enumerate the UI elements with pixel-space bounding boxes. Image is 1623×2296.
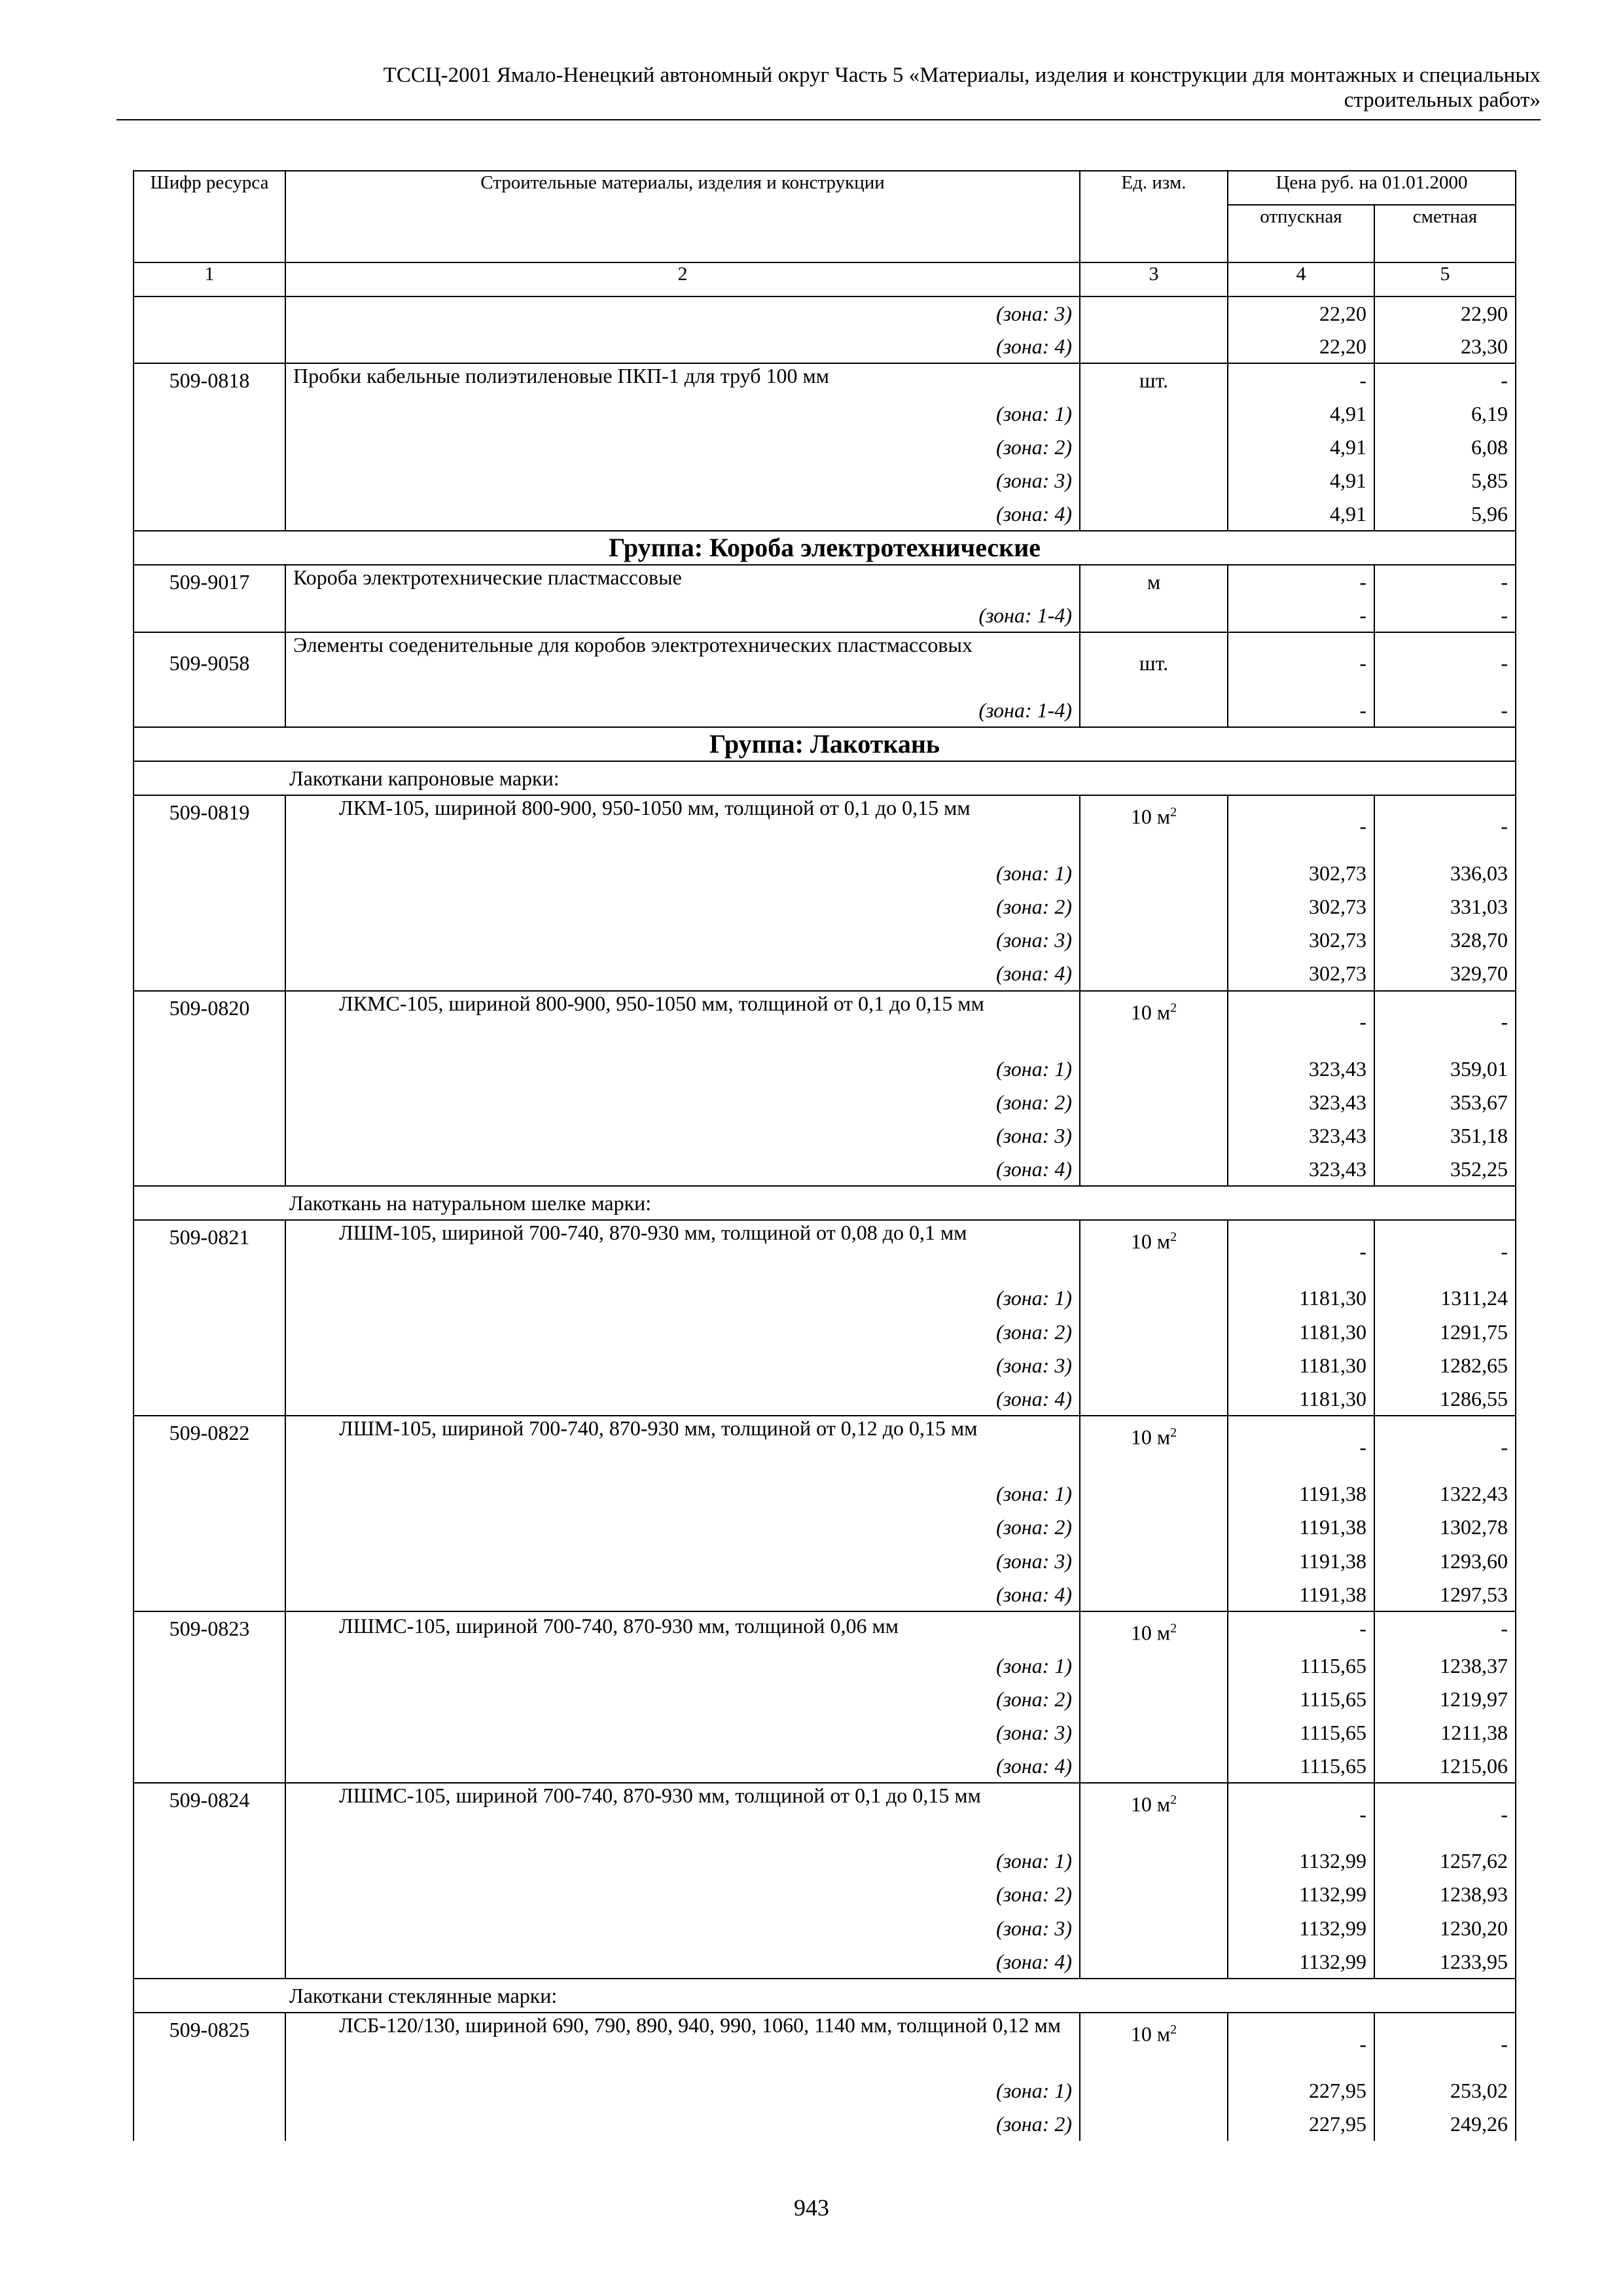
- zone-row: (зона: 4) 1132,99 1233,95: [134, 1945, 1516, 1979]
- col-header-price: Цена руб. на 01.01.2000: [1228, 171, 1516, 205]
- zone-row: (зона: 1) 1132,99 1257,62: [134, 1844, 1516, 1878]
- zone-row: (зона: 1-4) - -: [134, 599, 1516, 632]
- col-number: 4: [1228, 262, 1374, 296]
- resource-code: 509-0825: [134, 2013, 285, 2074]
- zone-row: (зона: 3) 1181,30 1282,65: [134, 1349, 1516, 1382]
- unit: 10 $м^2$: [1080, 1416, 1228, 1477]
- zone-row: (зона: 1) 4,91 6,19: [134, 397, 1516, 431]
- table-row: 509-9017 Короба электротехнические пластмассовые м - -: [134, 565, 1516, 598]
- zone-row: (зона: 4) 1181,30 1286,55: [134, 1382, 1516, 1416]
- unit: 10 $м^2$: [1080, 991, 1228, 1052]
- table-row: 509-9058 Элементы соеденительные для коробов электротехнических пластмассовых шт. - -: [134, 632, 1516, 694]
- table-row: 509-0823 ЛШМС-105, шириной 700-740, 870-930 мм, толщиной 0,06 мм 10 $м^2$ - -: [134, 1611, 1516, 1649]
- col-number: 2: [285, 262, 1080, 296]
- zone-row: (зона: 3) 22,20 22,90: [134, 296, 1516, 330]
- page-header: [116, 63, 1541, 113]
- col-number: 3: [1080, 262, 1228, 296]
- zone-row: (зона: 2) 4,91 6,08: [134, 431, 1516, 464]
- table-row: 509-0822 ЛШМ-105, шириной 700-740, 870-930 мм, толщиной от 0,12 до 0,15 мм 10 $м^2$ - -: [134, 1416, 1516, 1477]
- subgroup-row: [134, 761, 1516, 795]
- resource-code: 509-9058: [134, 632, 285, 694]
- unit: 10 $м^2$: [1080, 1611, 1228, 1649]
- unit: шт.: [1080, 632, 1228, 694]
- resource-code: 509-0822: [134, 1416, 285, 1477]
- unit: 10 $м^2$: [1080, 795, 1228, 857]
- resource-code: 509-0818: [134, 363, 285, 397]
- header-line-2: строительных работ»: [1344, 88, 1541, 112]
- item-name: ЛШМ-105, шириной 700-740, 870-930 мм, толщиной от 0,08 до 0,1 мм: [285, 1220, 1080, 1282]
- table-row: 509-0820 ЛКМС-105, шириной 800-900, 950-1050 мм, толщиной от 0,1 до 0,15 мм 10 $м^2$ - -: [134, 991, 1516, 1052]
- group-row: [134, 727, 1516, 761]
- zone-row: (зона: 4) 4,91 5,96: [134, 497, 1516, 531]
- subgroup-title: Лакоткани капроновые марки:: [134, 761, 1516, 795]
- item-name: ЛШМС-105, шириной 700-740, 870-930 мм, толщиной 0,06 мм: [285, 1611, 1080, 1649]
- zone-row: (зона: 4) 302,73 329,70: [134, 957, 1516, 990]
- zone-row: (зона: 1) 302,73 336,03: [134, 857, 1516, 890]
- zone-row: (зона: 3) 1191,38 1293,60: [134, 1545, 1516, 1578]
- col-number: 1: [134, 262, 285, 296]
- subgroup-row: [134, 1186, 1516, 1220]
- zone-row: (зона: 3) 4,91 5,85: [134, 464, 1516, 497]
- subgroup-title: Лакоткань на натуральном шелке марки:: [134, 1186, 1516, 1220]
- zone-row: (зона: 1) 323,43 359,01: [134, 1052, 1516, 1086]
- resource-code: 509-9017: [134, 565, 285, 598]
- header-line-1: ТССЦ-2001 Ямало-Ненецкий автономный округ Часть 5 «Материалы, изделия и конструкции для монтажных и специальных: [383, 63, 1541, 87]
- resource-code: 509-0821: [134, 1220, 285, 1282]
- col-header-release: отпускная: [1228, 205, 1374, 262]
- resource-code: 509-0820: [134, 991, 285, 1052]
- header-rule: [116, 119, 1541, 120]
- col-header-estimate: сметная: [1374, 205, 1516, 262]
- item-name: ЛКМ-105, шириной 800-900, 950-1050 мм, толщиной от 0,1 до 0,15 мм: [285, 795, 1080, 857]
- zone-row: (зона: 2) 1191,38 1302,78: [134, 1511, 1516, 1544]
- zone-row: (зона: 2) 1181,30 1291,75: [134, 1316, 1516, 1349]
- unit: 10 $м^2$: [1080, 2013, 1228, 2074]
- zone-row: (зона: 1) 1181,30 1311,24: [134, 1282, 1516, 1315]
- page-number: 943: [794, 2195, 829, 2221]
- zone-row: (зона: 3) 302,73 328,70: [134, 924, 1516, 957]
- unit: 10 $м^2$: [1080, 1783, 1228, 1844]
- zone-row: (зона: 3) 323,43 351,18: [134, 1119, 1516, 1153]
- item-name: ЛШМС-105, шириной 700-740, 870-930 мм, толщиной от 0,1 до 0,15 мм: [285, 1783, 1080, 1844]
- group-title: Группа: Лакоткань: [134, 727, 1516, 761]
- table-row: 509-0825 ЛСБ-120/130, шириной 690, 790, 890, 940, 990, 1060, 1140 мм, толщиной 0,12 мм 10 $м^2$ - -: [134, 2013, 1516, 2074]
- item-name: Элементы соеденительные для коробов электротехнических пластмассовых: [285, 632, 1080, 694]
- zone-row: (зона: 2) 1115,65 1219,97: [134, 1683, 1516, 1716]
- unit: 10 $м^2$: [1080, 1220, 1228, 1282]
- table-row: 509-0819 ЛКМ-105, шириной 800-900, 950-1050 мм, толщиной от 0,1 до 0,15 мм 10 $м^2$ - -: [134, 795, 1516, 857]
- zone-row: (зона: 2) 1132,99 1238,93: [134, 1878, 1516, 1911]
- unit: м: [1080, 565, 1228, 598]
- zone-row: (зона: 3) 1132,99 1230,20: [134, 1912, 1516, 1945]
- zone-row: (зона: 3) 1115,65 1211,38: [134, 1716, 1516, 1749]
- group-row: [134, 531, 1516, 565]
- col-header-code: Шифр ресурса: [134, 171, 285, 262]
- zone-row: (зона: 1-4) - -: [134, 694, 1516, 727]
- subgroup-row: [134, 1979, 1516, 2013]
- unit: шт.: [1080, 363, 1228, 397]
- zone-row: (зона: 4) 323,43 352,25: [134, 1153, 1516, 1186]
- table-row: 509-0821 ЛШМ-105, шириной 700-740, 870-930 мм, толщиной от 0,08 до 0,1 мм 10 $м^2$ - -: [134, 1220, 1516, 1282]
- item-name: Короба электротехнические пластмассовые: [285, 565, 1080, 598]
- resource-code: 509-0824: [134, 1783, 285, 1844]
- price-table: [133, 170, 1516, 2141]
- zone-row: (зона: 4) 1191,38 1297,53: [134, 1578, 1516, 1611]
- zone-row: (зона: 2) 227,95 249,26: [134, 2108, 1516, 2141]
- zone-row: (зона: 1) 1115,65 1238,37: [134, 1649, 1516, 1683]
- item-name: ЛСБ-120/130, шириной 690, 790, 890, 940, 990, 1060, 1140 мм, толщиной 0,12 мм: [285, 2013, 1080, 2074]
- col-header-name: Строительные материалы, изделия и конструкции: [285, 171, 1080, 262]
- group-title: Группа: Короба электротехнические: [134, 531, 1516, 565]
- subgroup-title: Лакоткани стеклянные марки:: [134, 1979, 1516, 2013]
- table-row: 509-0824 ЛШМС-105, шириной 700-740, 870-930 мм, толщиной от 0,1 до 0,15 мм 10 $м^2$ - -: [134, 1783, 1516, 1844]
- zone-row: (зона: 4) 1115,65 1215,06: [134, 1749, 1516, 1783]
- item-name: Пробки кабельные полиэтиленовые ПКП-1 для труб 100 мм: [285, 363, 1080, 397]
- zone-row: (зона: 4) 22,20 23,30: [134, 330, 1516, 363]
- zone-row: (зона: 2) 302,73 331,03: [134, 890, 1516, 924]
- zone-row: (зона: 2) 323,43 353,67: [134, 1086, 1516, 1119]
- zone-row: (зона: 1) 1191,38 1322,43: [134, 1477, 1516, 1511]
- zone-row: (зона: 1) 227,95 253,02: [134, 2074, 1516, 2108]
- item-name: ЛШМ-105, шириной 700-740, 870-930 мм, толщиной от 0,12 до 0,15 мм: [285, 1416, 1080, 1477]
- col-number: 5: [1374, 262, 1516, 296]
- table-row: 509-0818 Пробки кабельные полиэтиленовые ПКП-1 для труб 100 мм шт. - -: [134, 363, 1516, 397]
- resource-code: 509-0819: [134, 795, 285, 857]
- item-name: ЛКМС-105, шириной 800-900, 950-1050 мм, толщиной от 0,1 до 0,15 мм: [285, 991, 1080, 1052]
- col-header-unit: Ед. изм.: [1080, 171, 1228, 262]
- resource-code: 509-0823: [134, 1611, 285, 1649]
